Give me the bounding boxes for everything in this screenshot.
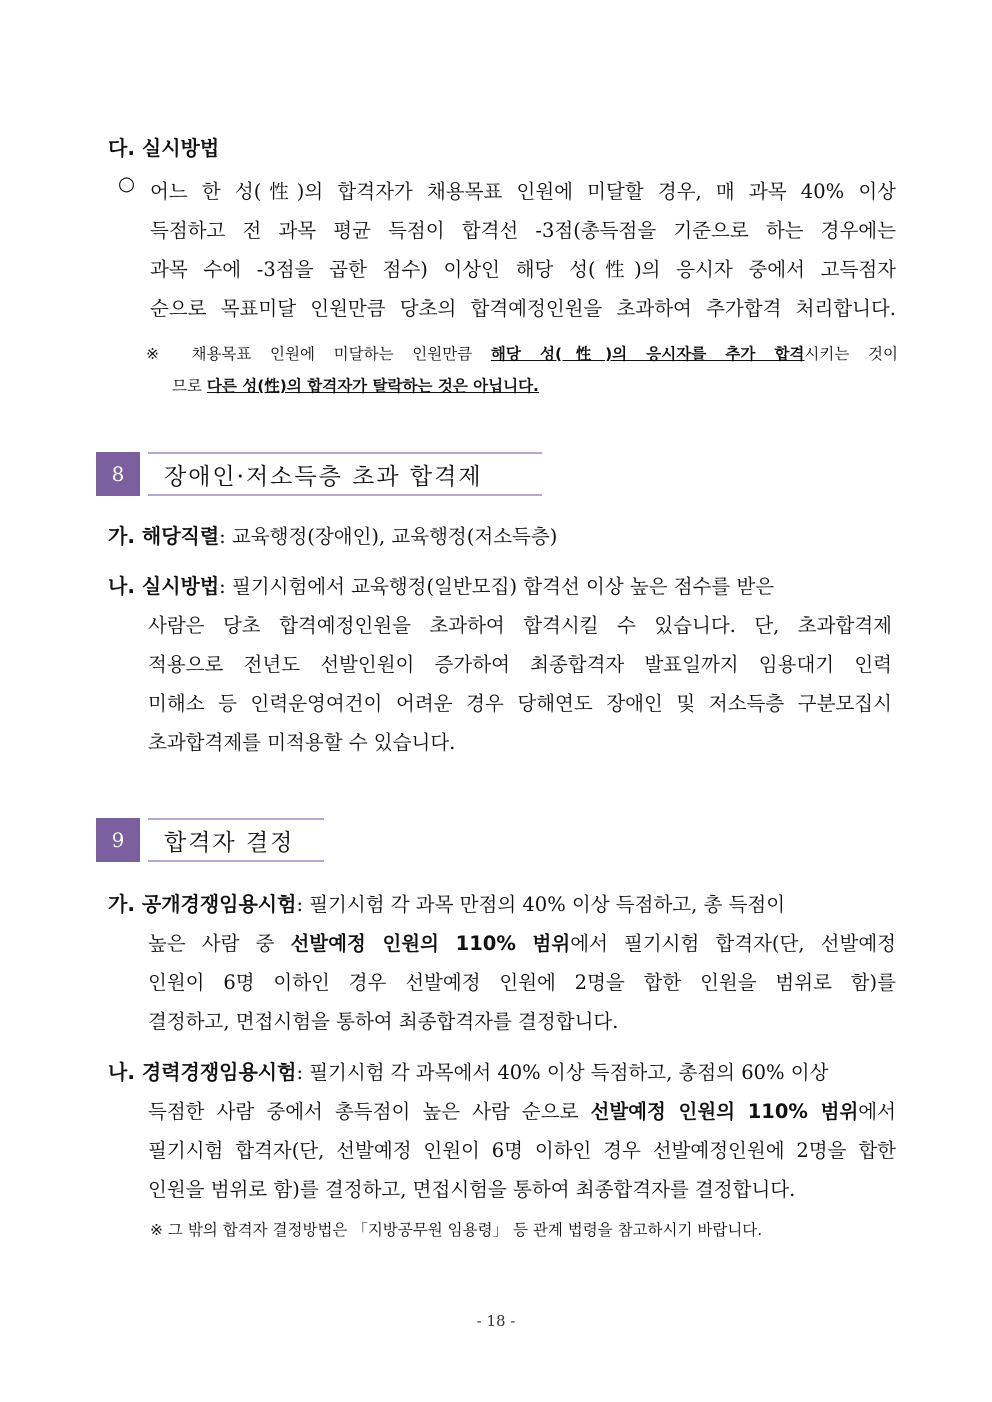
item-label: 가. 공개경쟁임용시험: [108, 892, 297, 916]
paragraph-line: 사람은 당초 합격예정인원을 초과하여 합격시킬 수 있습니다. 단, 초과합격제: [148, 614, 892, 637]
item-na-first-line: [108, 1056, 828, 1085]
item-na-paragraph: [148, 1092, 896, 1209]
closing-note: ※ 그 밖의 합격자 결정방법은 「지방공무원 임용령」 등 관계 법령을 참고하시기 바랍니다.: [150, 1221, 763, 1239]
item-text: : 필기시험 각 과목 만점의 40% 이상 득점하고, 총 득점이: [296, 893, 786, 916]
section-title-text: 합격자 결정: [164, 829, 295, 856]
section-title: [148, 818, 324, 862]
note-emphasis: 해당 성(性)의 응시자를 추가 합격: [490, 345, 805, 363]
text-run: 에서: [858, 1100, 896, 1123]
item-text: : 교육행정(장애인), 교육행정(저소득층): [219, 525, 558, 548]
paragraph-line: 득점하고 전 과목 평균 득점이 합격선 -3점(총득점을 기준으로 하는 경우에는: [150, 219, 896, 242]
emphasis-text: 선발예정 인원의 110% 범위: [290, 932, 571, 955]
paragraph-line: 결정하고, 면접시험을 통하여 최종합격자를 결정합니다.: [148, 1010, 619, 1033]
item-ga-first-line: [108, 888, 785, 917]
paragraph-line: 필기시험 합격자(단, 선발예정 인원이 6명 이하인 경우 선발예정인원에 2명을 합한: [148, 1139, 896, 1162]
paragraph-line: 미해소 등 인력운영여건이 어려운 경우 당해연도 장애인 및 저소득층 구분모집시: [148, 692, 892, 715]
paragraph-line: 인원이 6명 이하인 경우 선발예정 인원에 2명을 합한 인원을 범위로 함)를: [148, 971, 896, 994]
subsection-heading: 다. 실시방법: [108, 136, 220, 160]
paragraph-line: 초과합격제를 미적용할 수 있습니다.: [148, 731, 456, 754]
section-title-text: 장애인·저소득층 초과 합격제: [164, 463, 483, 490]
section-number-badge: 8: [96, 452, 140, 496]
item-text: : 필기시험 각 과목에서 40% 이상 득점하고, 총점의 60% 이상: [296, 1061, 829, 1084]
item-label: 가. 해당직렬: [108, 524, 220, 548]
paragraph-line: 과목 수에 -3점을 곱한 점수) 이상인 해당 성(性)의 응시자 중에서 고득점자: [150, 258, 896, 281]
section-title: [148, 452, 542, 496]
item-text: : 필기시험에서 교육행정(일반모집) 합격선 이상 높은 점수를 받은: [219, 575, 775, 598]
text-run: 득점한 사람 중에서 총득점이 높은 사람 순으로: [148, 1100, 579, 1123]
text-run: 높은 사람 중: [148, 932, 275, 955]
note-text: 채용목표 인원에 미달하는 인원만큼: [191, 345, 473, 363]
note-box: [146, 338, 898, 402]
item-na-paragraph: [148, 606, 892, 762]
item-ga: [108, 520, 557, 549]
item-label: 나. 실시방법: [108, 574, 220, 598]
bullet-mark: ○: [118, 172, 136, 195]
item-label: 나. 경력경쟁임용시험: [108, 1060, 297, 1084]
paragraph-line: [148, 1092, 896, 1131]
paragraph-line: [148, 924, 896, 963]
note-text: 므로: [172, 377, 202, 395]
item-ga-paragraph: [148, 924, 896, 1041]
paragraph-line: 적용으로 전년도 선발인원이 증가하여 최종합격자 발표일까지 임용대기 인력: [148, 653, 892, 676]
page-number: - 18 -: [476, 1312, 516, 1330]
note-emphasis: 다른 성(性)의 합격자가 탈락하는 것은 아닙니다.: [206, 377, 539, 395]
text-run: 에서 필기시험 합격자(단, 선발예정: [570, 932, 896, 955]
note-mark: ※: [146, 345, 173, 363]
item-na-first-line: [108, 570, 774, 599]
emphasis-text: 선발예정 인원의 110% 범위: [590, 1100, 859, 1123]
bullet-paragraph: [150, 172, 896, 328]
section-number-badge: 9: [96, 818, 140, 862]
note-text: 시키는 것이: [804, 345, 898, 363]
paragraph-line: 순으로 목표미달 인원만큼 당초의 합격예정인원을 초과하여 추가합격 처리합니다.: [150, 297, 896, 320]
paragraph-line: 인원을 범위로 함)를 결정하고, 면접시험을 통하여 최종합격자를 결정합니다.: [148, 1178, 796, 1201]
paragraph-line: 어느 한 성(性)의 합격자가 채용목표 인원에 미달할 경우, 매 과목 40% 이상: [150, 180, 896, 203]
